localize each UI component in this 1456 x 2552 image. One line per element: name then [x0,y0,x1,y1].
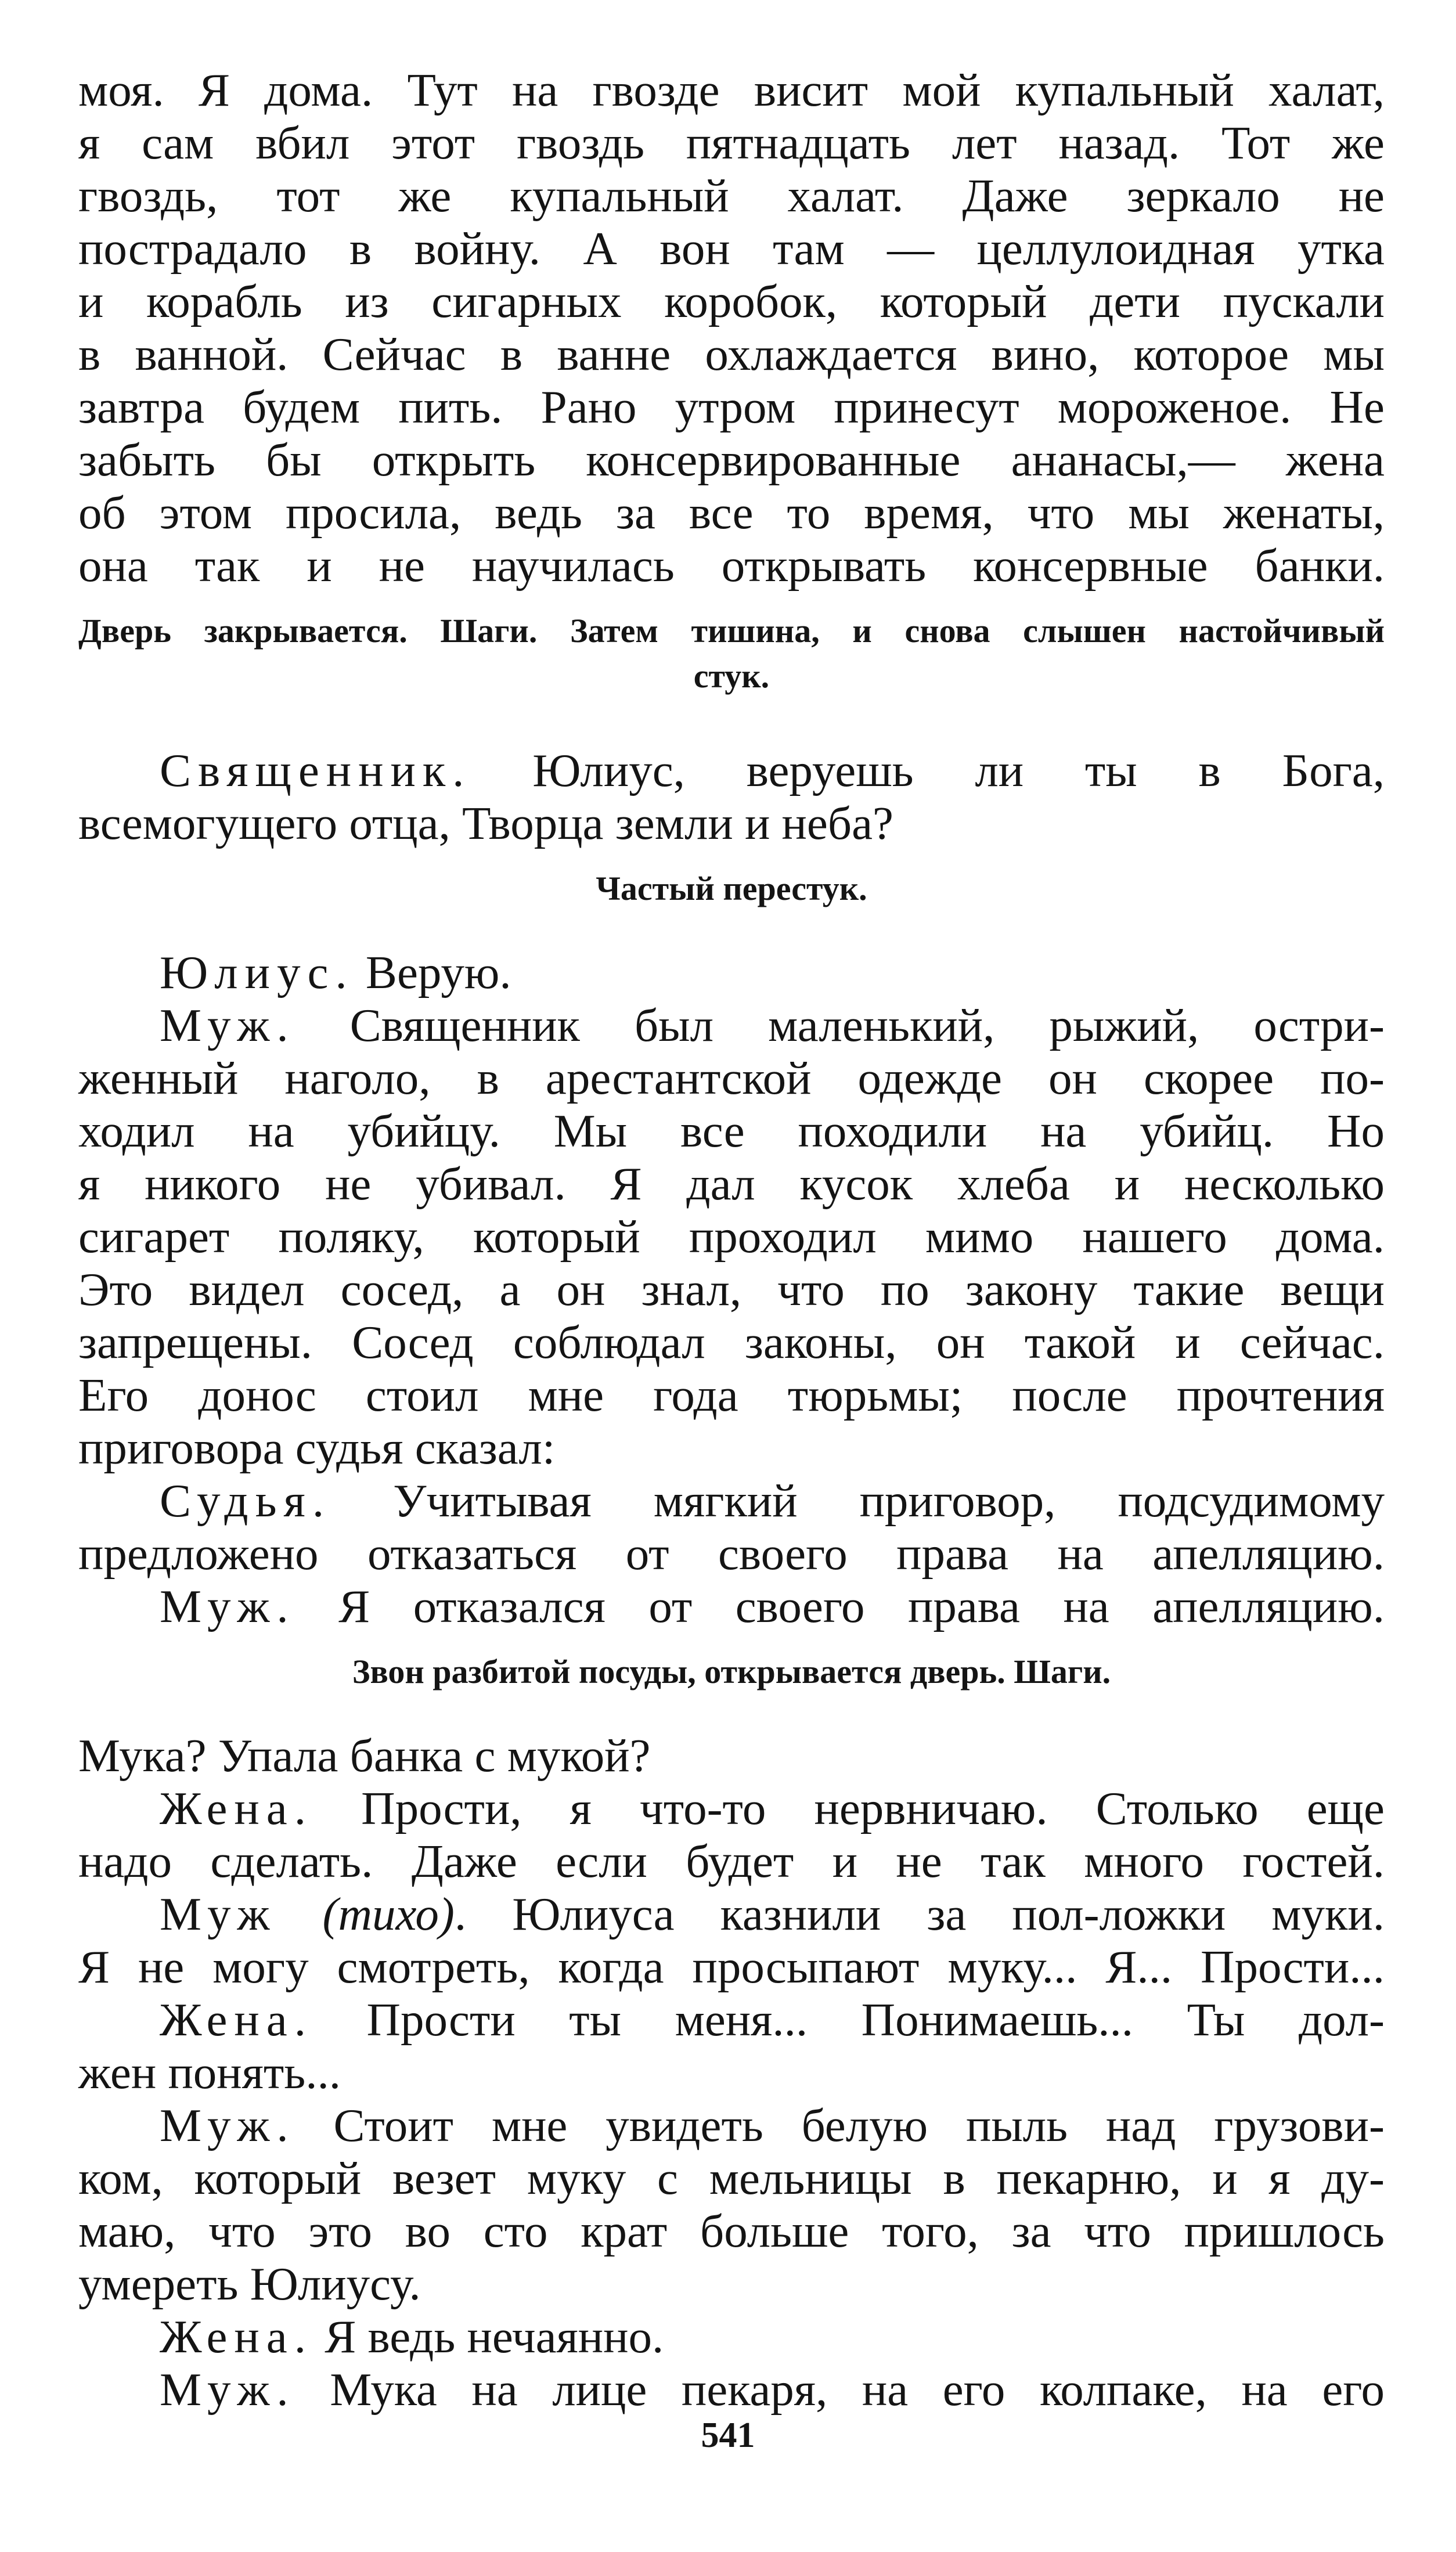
text-line: маю, что это во сто крат больше того, за что пришлось [78,2205,1385,2257]
text-line: гвоздь, тот же купальный халат. Даже зеркало не [78,170,1385,222]
dialogue-text: Мука на лице пекаря, на его колпаке, на его [295,2363,1385,2416]
dialogue-text: Юлиус, веруешь ли ты в Бога, [471,744,1385,796]
stage-direction-knocking: Частый перестук. [596,870,867,907]
dialogue-text: Прости, я что-то нервничаю. Столько еще [312,1782,1385,1834]
wife-line-forgive [78,1994,1385,2099]
text-column [78,64,1385,2416]
spacer [78,1695,1385,1729]
dialogue-text: Священник был маленький, рыжий, остри- [295,999,1385,1051]
text-line [78,2099,1385,2152]
wife-line-accident [78,2311,1385,2363]
stage-direction-line: Дверь закрывается. Шаги. Затем тишина, и снова слышен настойчивый [78,612,1385,650]
priest-line [78,744,1385,850]
text-line [78,1888,1385,1941]
text-line: я сам вбил этот гвоздь пятнадцать лет назад. Тот же [78,117,1385,169]
stage-direction-line: стук. [693,657,770,695]
text-line: всемогущего отца, Творца земли и неба? [78,797,893,849]
text-line: моя. Я дома. Тут на гвозде висит мой купальный халат, [78,64,1385,116]
speaker-name: Жена. [160,1994,313,2046]
husband-monologue-continued [78,64,1385,592]
husband-line-flour [78,1888,1385,1994]
speaker-name: Судья. [160,1475,331,1527]
text-line: ходил на убийцу. Мы все походили на убийц. Но [78,1105,1385,1157]
spacer [78,699,1385,744]
wife-line-nervous [78,1782,1385,1888]
text-line: надо сделать. Даже если будет и не так много гостей. [78,1835,1385,1887]
text-line: забыть бы открыть консервированные ананасы,— жена [78,434,1385,486]
speaker-name: Муж [160,1888,277,1940]
text-line [78,1994,1385,2046]
spacer [78,1633,1385,1649]
flour-question-line: Мука? Упала банка с мукой? [78,1729,651,1782]
speaker-name: Священник. [160,744,471,796]
dialogue-text: Верую. [354,946,511,999]
speaker-name: Муж. [160,999,295,1051]
spacer [78,911,1385,946]
speaker-name: Муж. [160,1580,295,1632]
speaker-name: Муж. [160,2099,295,2151]
julius-line [78,946,1385,999]
stage-direction-door [78,608,1385,699]
text-line: и корабль из сигарных коробок, который дети пускали [78,275,1385,327]
stage-direction-dishes: Звон разбитой посуды, открывается дверь. Шаги. [352,1653,1111,1690]
husband-line-baker [78,2363,1385,2416]
dialogue-text: Прости ты меня... Понимаешь... Ты дол- [312,1994,1385,2046]
text-line: Это видел сосед, а он знал, что по закону такие вещи [78,1263,1385,1315]
text-line [78,1782,1385,1835]
text-line: ком, который везет муку с мельницы в пекарню, и я ду- [78,2152,1385,2204]
text-line: приговора судья сказал: [78,1422,556,1474]
text-line [78,744,1385,797]
text-line: в ванной. Сейчас в ванне охлаждается вино, которое мы [78,328,1385,380]
spacer [78,592,1385,608]
speaker-name: Жена. [160,1782,313,1834]
text-line: предложено отказаться от своего права на апелляцию. [78,1527,1385,1580]
judge-line [78,1475,1385,1580]
dialogue-text: . Юлиуса казнили за пол-ложки муки. [454,1888,1385,1940]
text-line: я никого не убивал. Я дал кусок хлеба и несколько [78,1158,1385,1210]
dialogue-text: Я отказался от своего права на апелляцию. [295,1580,1385,1632]
dialogue-text: Учитывая мягкий приговор, подсудимому [331,1475,1385,1527]
text-line [78,999,1385,1052]
text-line: она так и не научилась открывать консервные банки. [78,539,1385,592]
page-number: 541 [701,2416,755,2455]
husband-line-dust [78,2099,1385,2311]
text-line: пострадало в войну. А вон там — целлулоидная утка [78,222,1385,275]
text-line: Я не могу смотреть, когда просыпают муку... Я... Прости... [78,1941,1385,1993]
text-line: женный наголо, в арестантской одежде он скорее по- [78,1052,1385,1104]
speaker-name: Муж. [160,2363,295,2416]
dialogue-text: Я ведь нечаянно. [312,2311,664,2363]
speaker-name: Юлиус. [160,946,354,999]
text-line [78,1475,1385,1527]
text-line: завтра будем пить. Рано утром принесут мороженое. Не [78,381,1385,433]
stage-remark: (тихо) [322,1888,455,1940]
husband-line-priest [78,999,1385,1475]
text-line: жен понять... [78,2046,341,2099]
text-line: Его донос стоил мне года тюрьмы; после прочтения [78,1369,1385,1421]
speaker-name: Жена. [160,2311,313,2363]
text-line: умереть Юлиусу. [78,2258,421,2310]
husband-line-appeal [78,1580,1385,1633]
dialogue-text: Стоит мне увидеть белую пыль над грузови- [295,2099,1385,2151]
text-line: сигарет поляку, который проходил мимо нашего дома. [78,1210,1385,1263]
spacer [78,850,1385,866]
text-line: об этом просила, ведь за все то время, что мы женаты, [78,486,1385,539]
text-line: запрещены. Сосед соблюдал законы, он такой и сейчас. [78,1316,1385,1368]
